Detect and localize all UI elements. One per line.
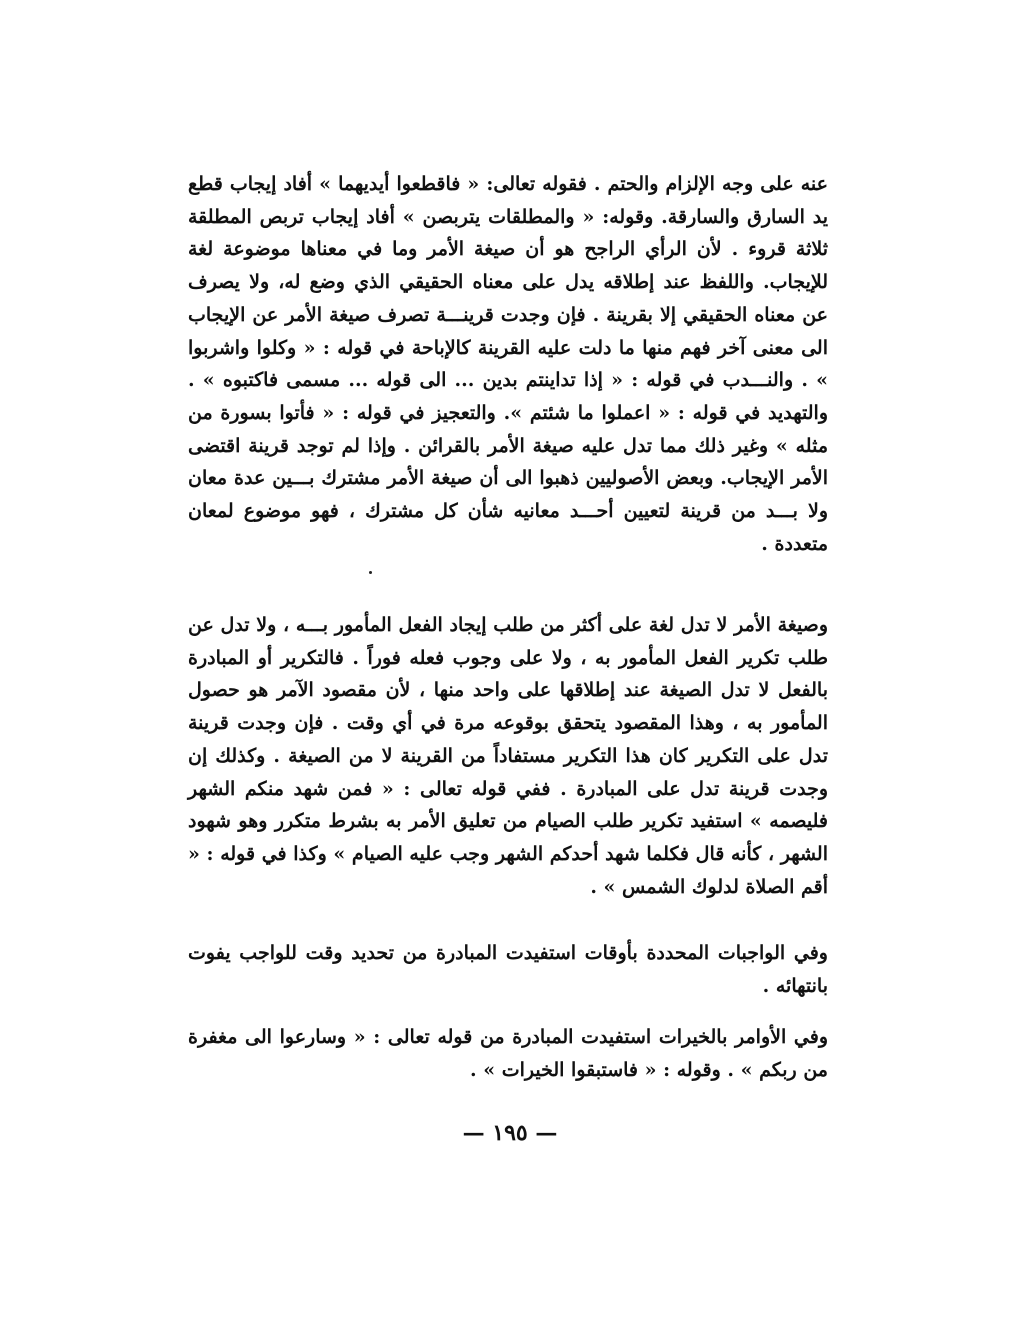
paragraph-4 — [188, 1021, 828, 1086]
paragraph-4-text: وفي الأوامر بالخيرات استفيدت المبادرة من قوله تعالى : « وسارعوا الى مغفرة من ربكم » . وقوله : « فاستبقوا الخيرات » . — [188, 1026, 828, 1081]
paragraph-1 — [188, 168, 828, 560]
paragraph-3-text: وفي الواجبات المحددة بأوقات استفيدت المبادرة من تحديد وقت للواجب يفوت بانتهائه . — [188, 942, 828, 997]
paragraph-3 — [188, 937, 828, 1002]
stray-dot-mark — [369, 571, 372, 574]
page-number: — ١٩٥ — — [462, 1120, 558, 1146]
paragraph-1-text: عنه على وجه الإلزام والحتم . فقوله تعالى: « فاقطعوا أيديهما » أفاد إيجاب قطع يد السارق والسارقة. وقوله: « والمطلقات يتربصن » أفاد إيجاب تربص المطلقة ثلاثة قروء . لأن الرأي الراجح هو أن صيغة الأمر وما في معناها موضوعة لغة للإيجاب. واللفظ عند إطلاقه يدل على معناه الحقيقي الذي وضع له، ولا يصرف عن معناه الحقيقي إلا بقرينة . فإن وجدت قرينـــة تصرف صيغة الأمر عن الإيجاب الى معنى آخر فهم منها ما دلت عليه القرينة كالإباحة في قوله : « وكلوا واشربوا » . والنـــدب في قوله : « إذا تداينتم بدين ... الى قوله ... مسمى فاكتبوه » . والتهديد في قوله : « اعملوا ما شئتم ». والتعجيز في قوله : « فأتوا بسورة من مثله » وغير ذلك مما تدل عليه صيغة الأمر بالقرائن . وإذا لم توجد قرينة اقتضى الأمر الإيجاب. وبعض الأصوليين ذهبوا الى أن صيغة الأمر مشترك بـــين عدة معان ولا بـــد من قرينة لتعيين أحـــد معانيه شأن كل مشترك ، فهو موضوع لمعان متعددة . — [188, 173, 828, 555]
paragraph-2-text: وصيغة الأمر لا تدل لغة على أكثر من طلب إيجاد الفعل المأمور بـــه ، ولا تدل عن طلب تكرير الفعل المأمور به ، ولا على وجوب فعله فوراً . فالتكرير أو المبادرة بالفعل لا تدل الصيغة عند إطلاقها على واحد منها ، لأن مقصود الآمر هو حصول المأمور به ، وهذا المقصود يتحقق بوقوعه مرة في أي وقت . فإن وجدت قرينة تدل على التكرير كان هذا التكرير مستفاداً من القرينة لا من الصيغة . وكذلك إن وجدت قرينة تدل على المبادرة . ففي قوله تعالى : « فمن شهد منكم الشهر فليصمه » استفيد تكرير طلب الصيام من تعليق الأمر به بشرط متكرر وهو شهود الشهر ، كأنه قال فكلما شهد أحدكم الشهر وجب عليه الصيام » وكذا في قوله : « أقم الصلاة لدلوك الشمس » . — [188, 614, 828, 898]
paragraph-2 — [188, 609, 828, 903]
